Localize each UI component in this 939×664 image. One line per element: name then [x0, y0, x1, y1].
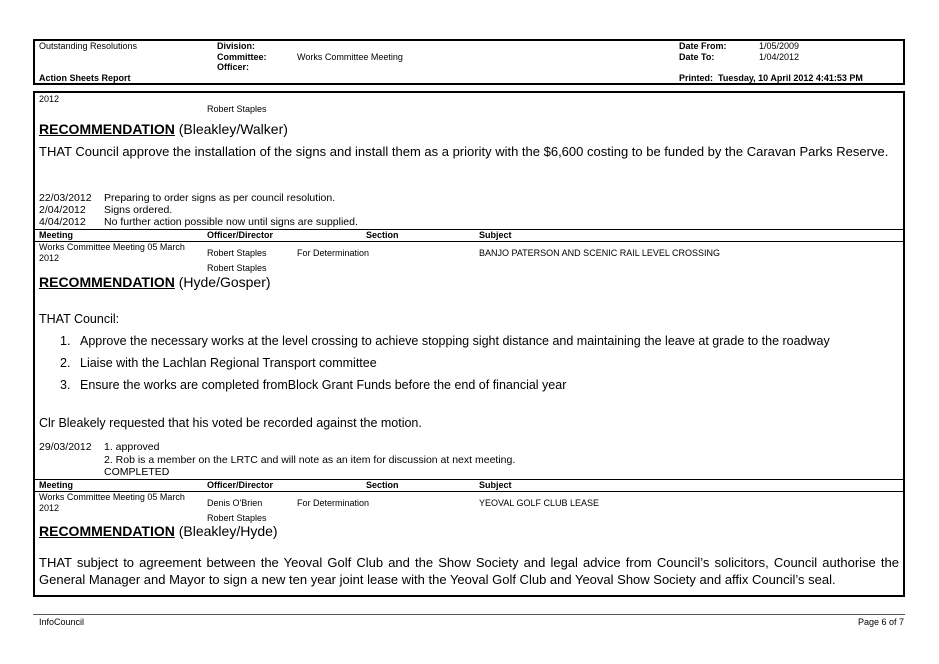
item1-note-row: 2/04/2012 — [39, 204, 86, 216]
item2-note-date: 29/03/2012 — [39, 441, 92, 453]
item1-note-row: 22/03/2012 — [39, 192, 92, 204]
col-section: Section — [366, 230, 399, 240]
col-subject: Subject — [479, 480, 512, 490]
col-officer: Officer/Director — [207, 480, 274, 490]
item2-officer: Robert Staples — [207, 248, 267, 258]
item3-subject: YEOVAL GOLF CLUB LEASE — [479, 498, 600, 508]
col-section: Section — [366, 480, 399, 490]
committee-label: Committee: — [217, 52, 267, 62]
item2-note-text: 1. approved — [104, 441, 160, 453]
list-item-number: 3. — [60, 378, 71, 392]
list-item-number: 1. — [60, 334, 71, 348]
committee-value: Works Committee Meeting — [297, 52, 403, 62]
date-to-value: 1/04/2012 — [759, 52, 800, 62]
item3-meeting: Works Committee Meeting 05 March — [39, 492, 185, 502]
item2-subject: BANJO PATERSON AND SCENIC RAIL LEVEL CROSSING — [479, 248, 721, 258]
item2-meeting-year: 2012 — [39, 253, 60, 263]
item2-meeting: Works Committee Meeting 05 March — [39, 242, 185, 252]
list-item: Ensure the works are completed fromBlock Grant Funds before the end of financial year — [80, 378, 567, 392]
item2-intro: THAT Council: — [39, 312, 120, 326]
footer-app-name: InfoCouncil — [39, 617, 85, 627]
item2-director: Robert Staples — [207, 263, 267, 273]
col-meeting: Meeting — [39, 480, 74, 490]
item1-note-text: No further action possible now until signs are supplied. — [104, 216, 358, 228]
col-officer: Officer/Director — [207, 230, 274, 240]
division-label: Division: — [217, 41, 256, 51]
item3-recommendation-text: THAT subject to agreement between the Yeoval Golf Club and the Show Society and legal advice from Council’s solicitors, Council authorise the General Manager and Mayor to sign a new ten year joint lease with the Yeoval Golf Club and Yeoval Show Society and affix Council’s seal. — [39, 555, 899, 587]
item2-note-text: 2. Rob is a member on the LRTC and will note as an item for discussion at next meeting. — [104, 454, 516, 466]
date-from-label: Date From: — [679, 41, 727, 51]
item1-note-text: Preparing to order signs as per council resolution. — [104, 192, 336, 204]
col-meeting: Meeting — [39, 230, 74, 240]
printed-label: Printed: — [679, 73, 714, 83]
divider — [33, 479, 905, 480]
page-number: Page 6 of 7 — [858, 617, 905, 627]
divider — [33, 229, 905, 230]
header-left-title: Outstanding Resolutions — [39, 41, 138, 51]
list-item-number: 2. — [60, 356, 71, 370]
item2-note-text: COMPLETED — [104, 466, 170, 478]
report-name: Action Sheets Report — [39, 73, 131, 83]
list-item: Approve the necessary works at the level crossing to achieve stopping sight distance and maintaining the leave at grade to the roadway — [80, 334, 830, 348]
item2-clr-note: Clr Bleakely requested that his voted be recorded against the motion. — [39, 416, 422, 430]
item1-note-text: Signs ordered. — [104, 204, 173, 216]
item1-recommendation-heading: RECOMMENDATION (Bleakley/Walker) — [39, 121, 288, 137]
item1-year: 2012 — [39, 94, 60, 104]
item3-section: For Determination — [297, 498, 370, 508]
footer-divider — [33, 614, 905, 615]
item1-recommendation-text: THAT Council approve the installation of the signs and install them as a priority with the $6,600 costing to be funded by the Caravan Parks Reserve. — [39, 144, 889, 159]
printed-value: Tuesday, 10 April 2012 4:41:53 PM — [718, 73, 863, 83]
officer-label: Officer: — [217, 62, 250, 72]
item1-officer: Robert Staples — [207, 104, 267, 114]
col-subject: Subject — [479, 230, 512, 240]
item3-recommendation-heading: RECOMMENDATION (Bleakley/Hyde) — [39, 523, 278, 539]
item1-note-row: 4/04/2012 — [39, 216, 86, 228]
date-from-value: 1/05/2009 — [759, 41, 800, 51]
item3-meeting-year: 2012 — [39, 503, 60, 513]
list-item: Liaise with the Lachlan Regional Transport committee — [80, 356, 377, 370]
item3-officer: Denis O'Brien — [207, 498, 263, 508]
item2-recommendation-heading: RECOMMENDATION (Hyde/Gosper) — [39, 274, 271, 290]
item2-section: For Determination — [297, 248, 370, 258]
item3-director: Robert Staples — [207, 513, 267, 523]
date-to-label: Date To: — [679, 52, 715, 62]
